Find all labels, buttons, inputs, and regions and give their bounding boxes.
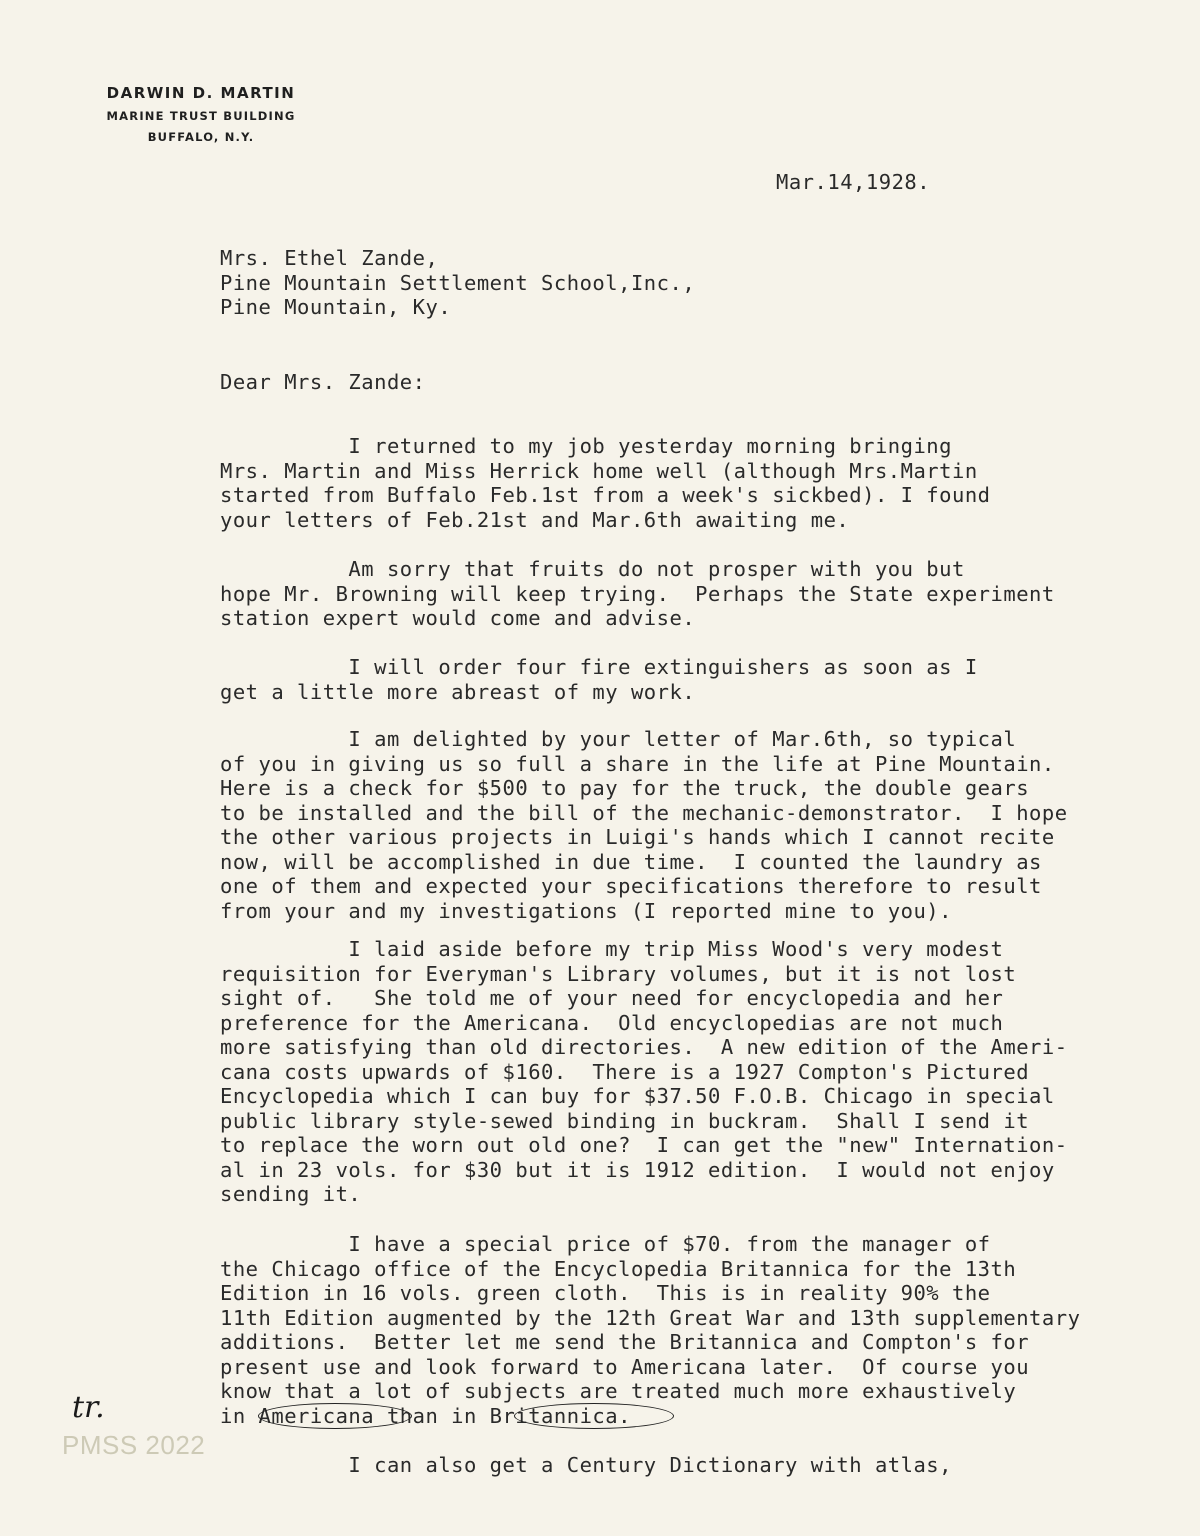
paragraph-extinguishers: I will order four fire extinguishers as soon as I get a little more abreast of my work. [220, 655, 978, 704]
recipient-address: Mrs. Ethel Zande, Pine Mountain Settlement School,Inc., Pine Mountain, Ky. [220, 246, 696, 319]
letter-date: Mar.14,1928. [776, 170, 931, 194]
paragraph-dictionary: I can also get a Century Dictionary with atlas, [220, 1453, 952, 1477]
letterhead-building: MARINE TRUST BUILDING [106, 109, 296, 123]
letterhead-city: BUFFALO, N.Y. [147, 130, 255, 144]
letterhead [96, 84, 306, 148]
handwritten-circle-britannica [514, 1403, 674, 1429]
salutation: Dear Mrs. Zande: [220, 370, 426, 394]
paragraph-return: I returned to my job yesterday morning bringing Mrs. Martin and Miss Herrick home well (although Mrs.Martin started from Buffalo Feb.1st from a week's sickbed). I found your letters of Feb.21st and Mar.6th awaiting me. [220, 434, 991, 532]
archive-watermark: PMSS 2022 [62, 1430, 206, 1460]
letterhead-name: DARWIN D. MARTIN [106, 84, 296, 102]
paragraph-fruits: Am sorry that fruits do not prosper with you but hope Mr. Browning will keep trying. Perhaps the State experiment station expert would come and advise. [220, 557, 1055, 630]
paragraph-britannica: I have a special price of $70. from the manager of the Chicago office of the Encyclopedia Britannica for the 13th Edition in 16 vols. green cloth. This is in reality 90% the 11th Edition augmented by the 12th Great War and 13th supplementary additions. Better let me send the Britannica and Compton's for present use and look forward to Americana later. Of course you know that a lot of subjects are treated much more exhaustively in Americana than in Britannica. [220, 1232, 1081, 1428]
paragraph-encyclopedia: I laid aside before my trip Miss Wood's very modest requisition for Everyman's Library volumes, but it is not lost sight of. She told me of your need for encyclopedia and her preference for the Americana. Old encyclopedias are not much more satisfying than old directories. A new edition of the Ameri- cana costs upwards of $160. There is a 1927 Compton's Pictured Encyclopedia which I can buy for $37.50 F.O.B. Chicago in special public library style-sewed binding in buckram. Shall I send it to replace the worn out old one? I can get the "new" Internation- al in 23 vols. for $30 but it is 1912 edition. I would not enjoy sending it. [220, 937, 1068, 1206]
handwritten-circle-americana [258, 1403, 412, 1429]
paragraph-check: I am delighted by your letter of Mar.6th, so typical of you in giving us so full a share in the life at Pine Mountain. Here is a check for $500 to pay for the truck, the double gears to be installed and the bill of the mechanic-demonstrator. I hope the other various projects in Luigi's hands which I cannot recite now, will be accomplished in due time. I counted the laundry as one of them and expected your specifications therefore to result from your and my investigations (I reported mine to you). [220, 727, 1068, 923]
handwritten-margin-note: tr. [72, 1390, 105, 1425]
